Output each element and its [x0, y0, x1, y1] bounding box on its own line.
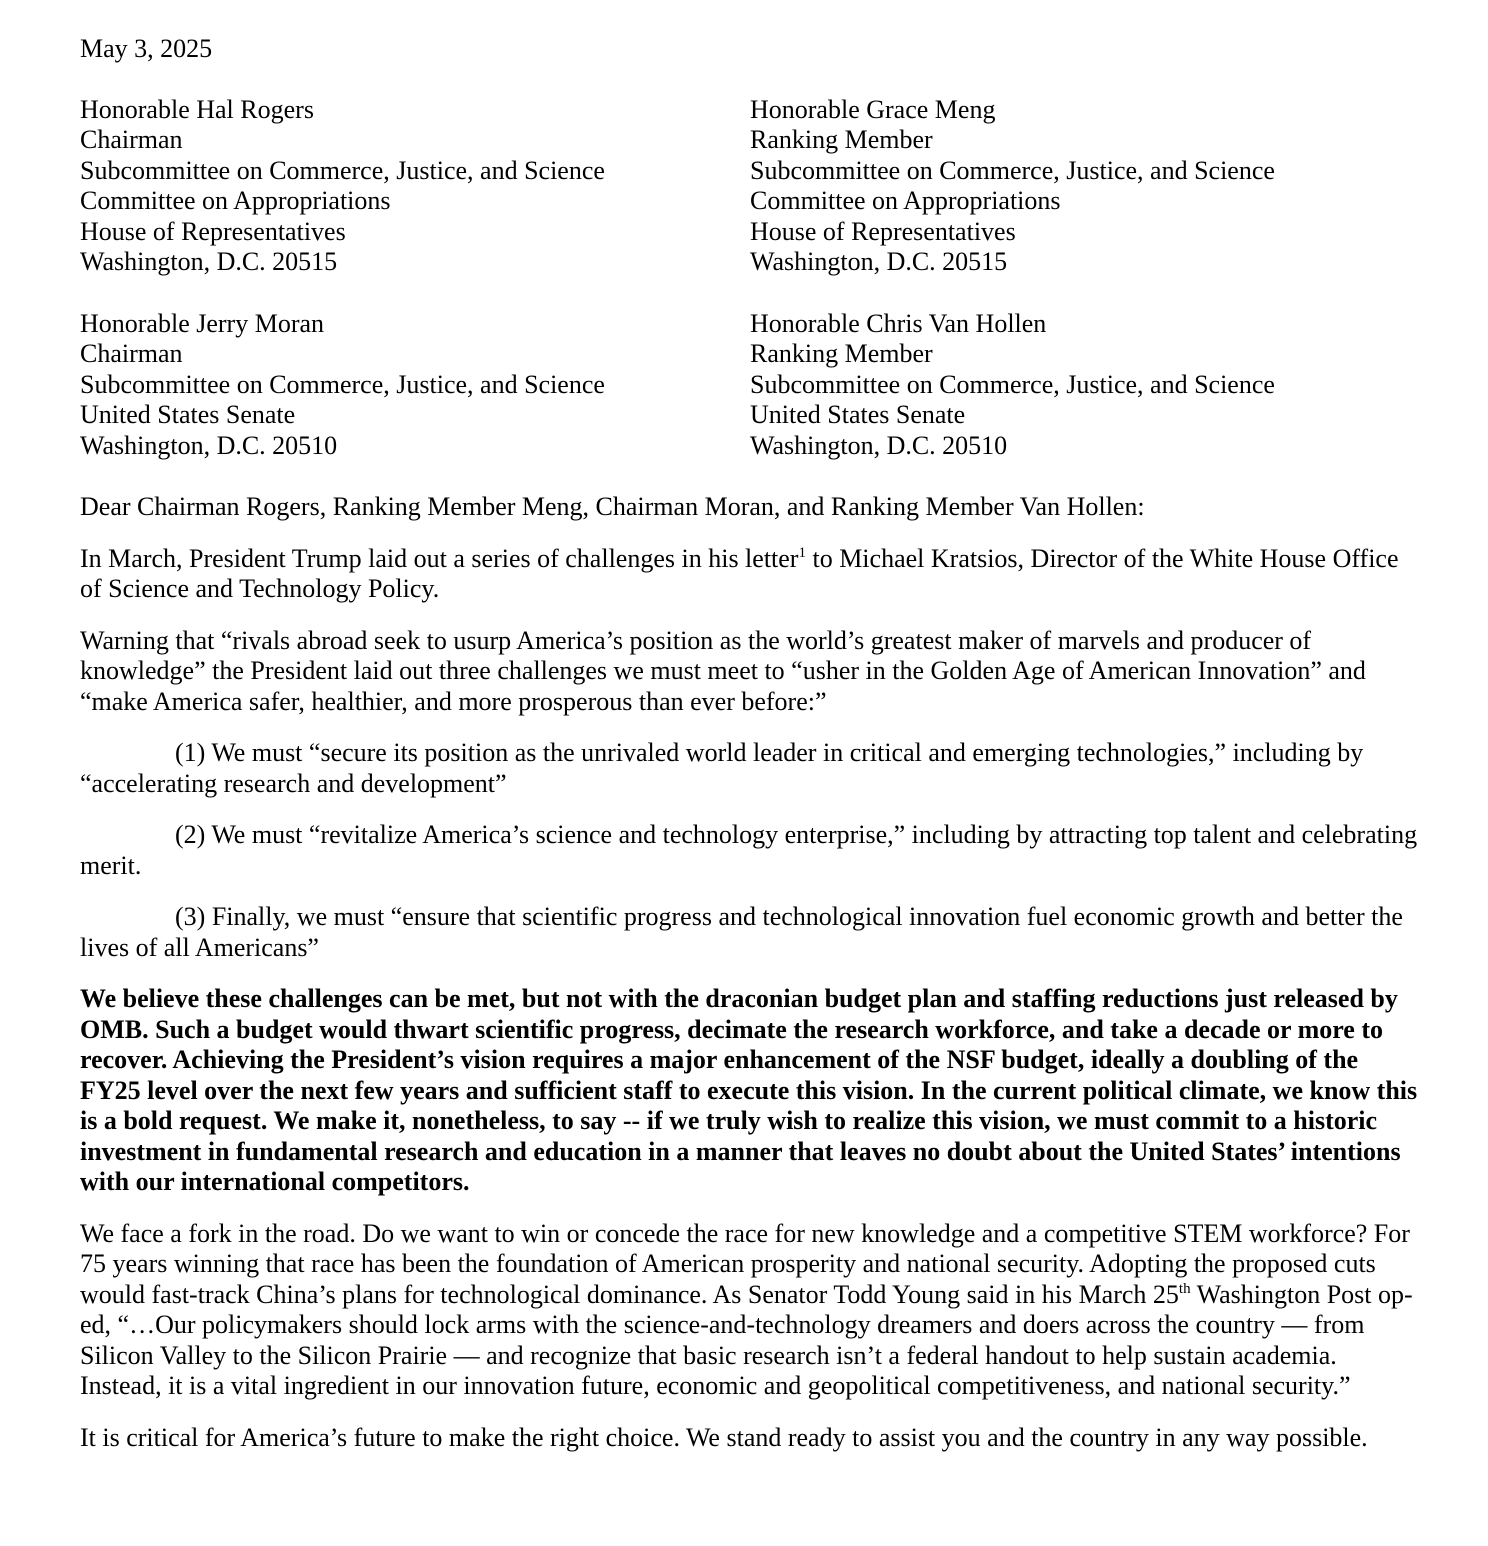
address-line: Committee on Appropriations: [80, 186, 391, 215]
challenge-item-3: (3) Finally, we must “ensure that scientific progress and technological innovation fuel economic growth and better the lives of all Americans”: [80, 902, 1403, 962]
address-line: Subcommittee on Commerce, Justice, and Science: [750, 155, 1275, 185]
challenge-item-1: (1) We must “secure its position as the unrivaled world leader in critical and emerging technologies,” including by “accelerating research and development”: [80, 738, 1364, 798]
paragraph-budget-request: We believe these challenges can be met, but not with the draconian budget plan and staffing reductions just released by OMB. Such a budget would thwart scientific progress, decimate the research workforce, and take a decade or more to recover. Achieving the President’s vision requires a major enhancement of the NSF budget, ideally a doubling of the FY25 level over the next few years and sufficient staff to execute this vision. In the current political climate, we know this is a bold request. We make it, nonetheless, to say -- if we truly wish to realize this vision, we must commit to a historic investment in fundamental research and education in a manner that leaves no doubt about the United States’ intentions with our international competitors.: [80, 984, 1418, 1196]
address-line: Honorable Hal Rogers: [80, 94, 314, 124]
address-line: Subcommittee on Commerce, Justice, and Science: [80, 369, 605, 399]
footnote-marker: 1: [798, 544, 806, 561]
address-line: Washington, D.C. 20510: [750, 430, 1008, 460]
address-line: Chairman: [80, 339, 183, 368]
address-line: United States Senate: [750, 400, 966, 429]
address-line: Washington, D.C. 20515: [80, 247, 338, 276]
address-line: Subcommittee on Commerce, Justice, and Science: [750, 369, 1275, 399]
address-row-senate: [80, 309, 1420, 462]
address-line: United States Senate: [80, 400, 296, 429]
address-line: House of Representatives: [750, 216, 1016, 246]
paragraph-intro-text: In March, President Trump laid out a series of challenges in his letter: [80, 543, 799, 573]
address-line: Committee on Appropriations: [750, 186, 1061, 215]
paragraph-intro: [80, 544, 1420, 605]
address-block-meng: [750, 95, 1420, 278]
address-block-moran: [80, 309, 750, 462]
address-block-van-hollen: [750, 309, 1420, 462]
paragraph-fork-in-road: [80, 1219, 1420, 1402]
paragraph-intro-text-cont: to Michael Kratsios, Director of the White House Office of Science and Technology Policy.: [80, 543, 1399, 603]
letter-body: [80, 34, 1420, 1474]
address-line: House of Representatives: [80, 216, 346, 246]
address-line: Ranking Member: [750, 125, 933, 154]
address-line: Ranking Member: [750, 339, 933, 368]
paragraph-closing: It is critical for America’s future to make the right choice. We stand ready to assist you and the country in any way possible.: [80, 1422, 1368, 1452]
address-line: Washington, D.C. 20515: [750, 247, 1008, 276]
salutation: Dear Chairman Rogers, Ranking Member Meng, Chairman Moran, and Ranking Member Van Hollen:: [80, 492, 1145, 521]
paragraph-fork-text: We face a fork in the road. Do we want to win or concede the race for new knowledge and a competitive STEM workforce? For 75 years winning that race has been the foundation of American prosperity and national security. Adopting the proposed cuts would fast-track China’s plans for technological dominance. As Senator Todd Young said in his March 25: [80, 1218, 1410, 1309]
address-line: Honorable Chris Van Hollen: [750, 308, 1047, 338]
address-line: Subcommittee on Commerce, Justice, and Science: [80, 155, 605, 185]
paragraph-warning: Warning that “rivals abroad seek to usurp America’s position as the world’s greatest maker of marvels and producer of knowledge” the President laid out three challenges we must meet to “usher in the Golden Age of American Innovation” and “make America safer, healthier, and more prosperous than ever before:”: [80, 625, 1366, 716]
challenge-item-2: (2) We must “revitalize America’s science and technology enterprise,” including by attracting top talent and celebrating merit.: [80, 820, 1418, 880]
letter-date: May 3, 2025: [80, 34, 213, 63]
address-block-rogers: [80, 95, 750, 278]
address-line: Chairman: [80, 125, 183, 154]
address-line: Honorable Grace Meng: [750, 94, 996, 124]
ordinal-suffix: th: [1178, 1280, 1191, 1297]
address-line: Honorable Jerry Moran: [80, 308, 325, 338]
address-line: Washington, D.C. 20510: [80, 430, 338, 460]
paragraph-fork-text-cont: Washington Post op-ed, “…Our policymakers should lock arms with the science-and-technology dreamers and doers across the country — from Silicon Valley to the Silicon Prairie — and recognize that basic research isn’t a federal handout to help sustain academia. Instead, it is a vital ingredient in our innovation future, economic and geopolitical competitiveness, and national security.”: [80, 1279, 1413, 1400]
address-row-house: [80, 95, 1420, 278]
